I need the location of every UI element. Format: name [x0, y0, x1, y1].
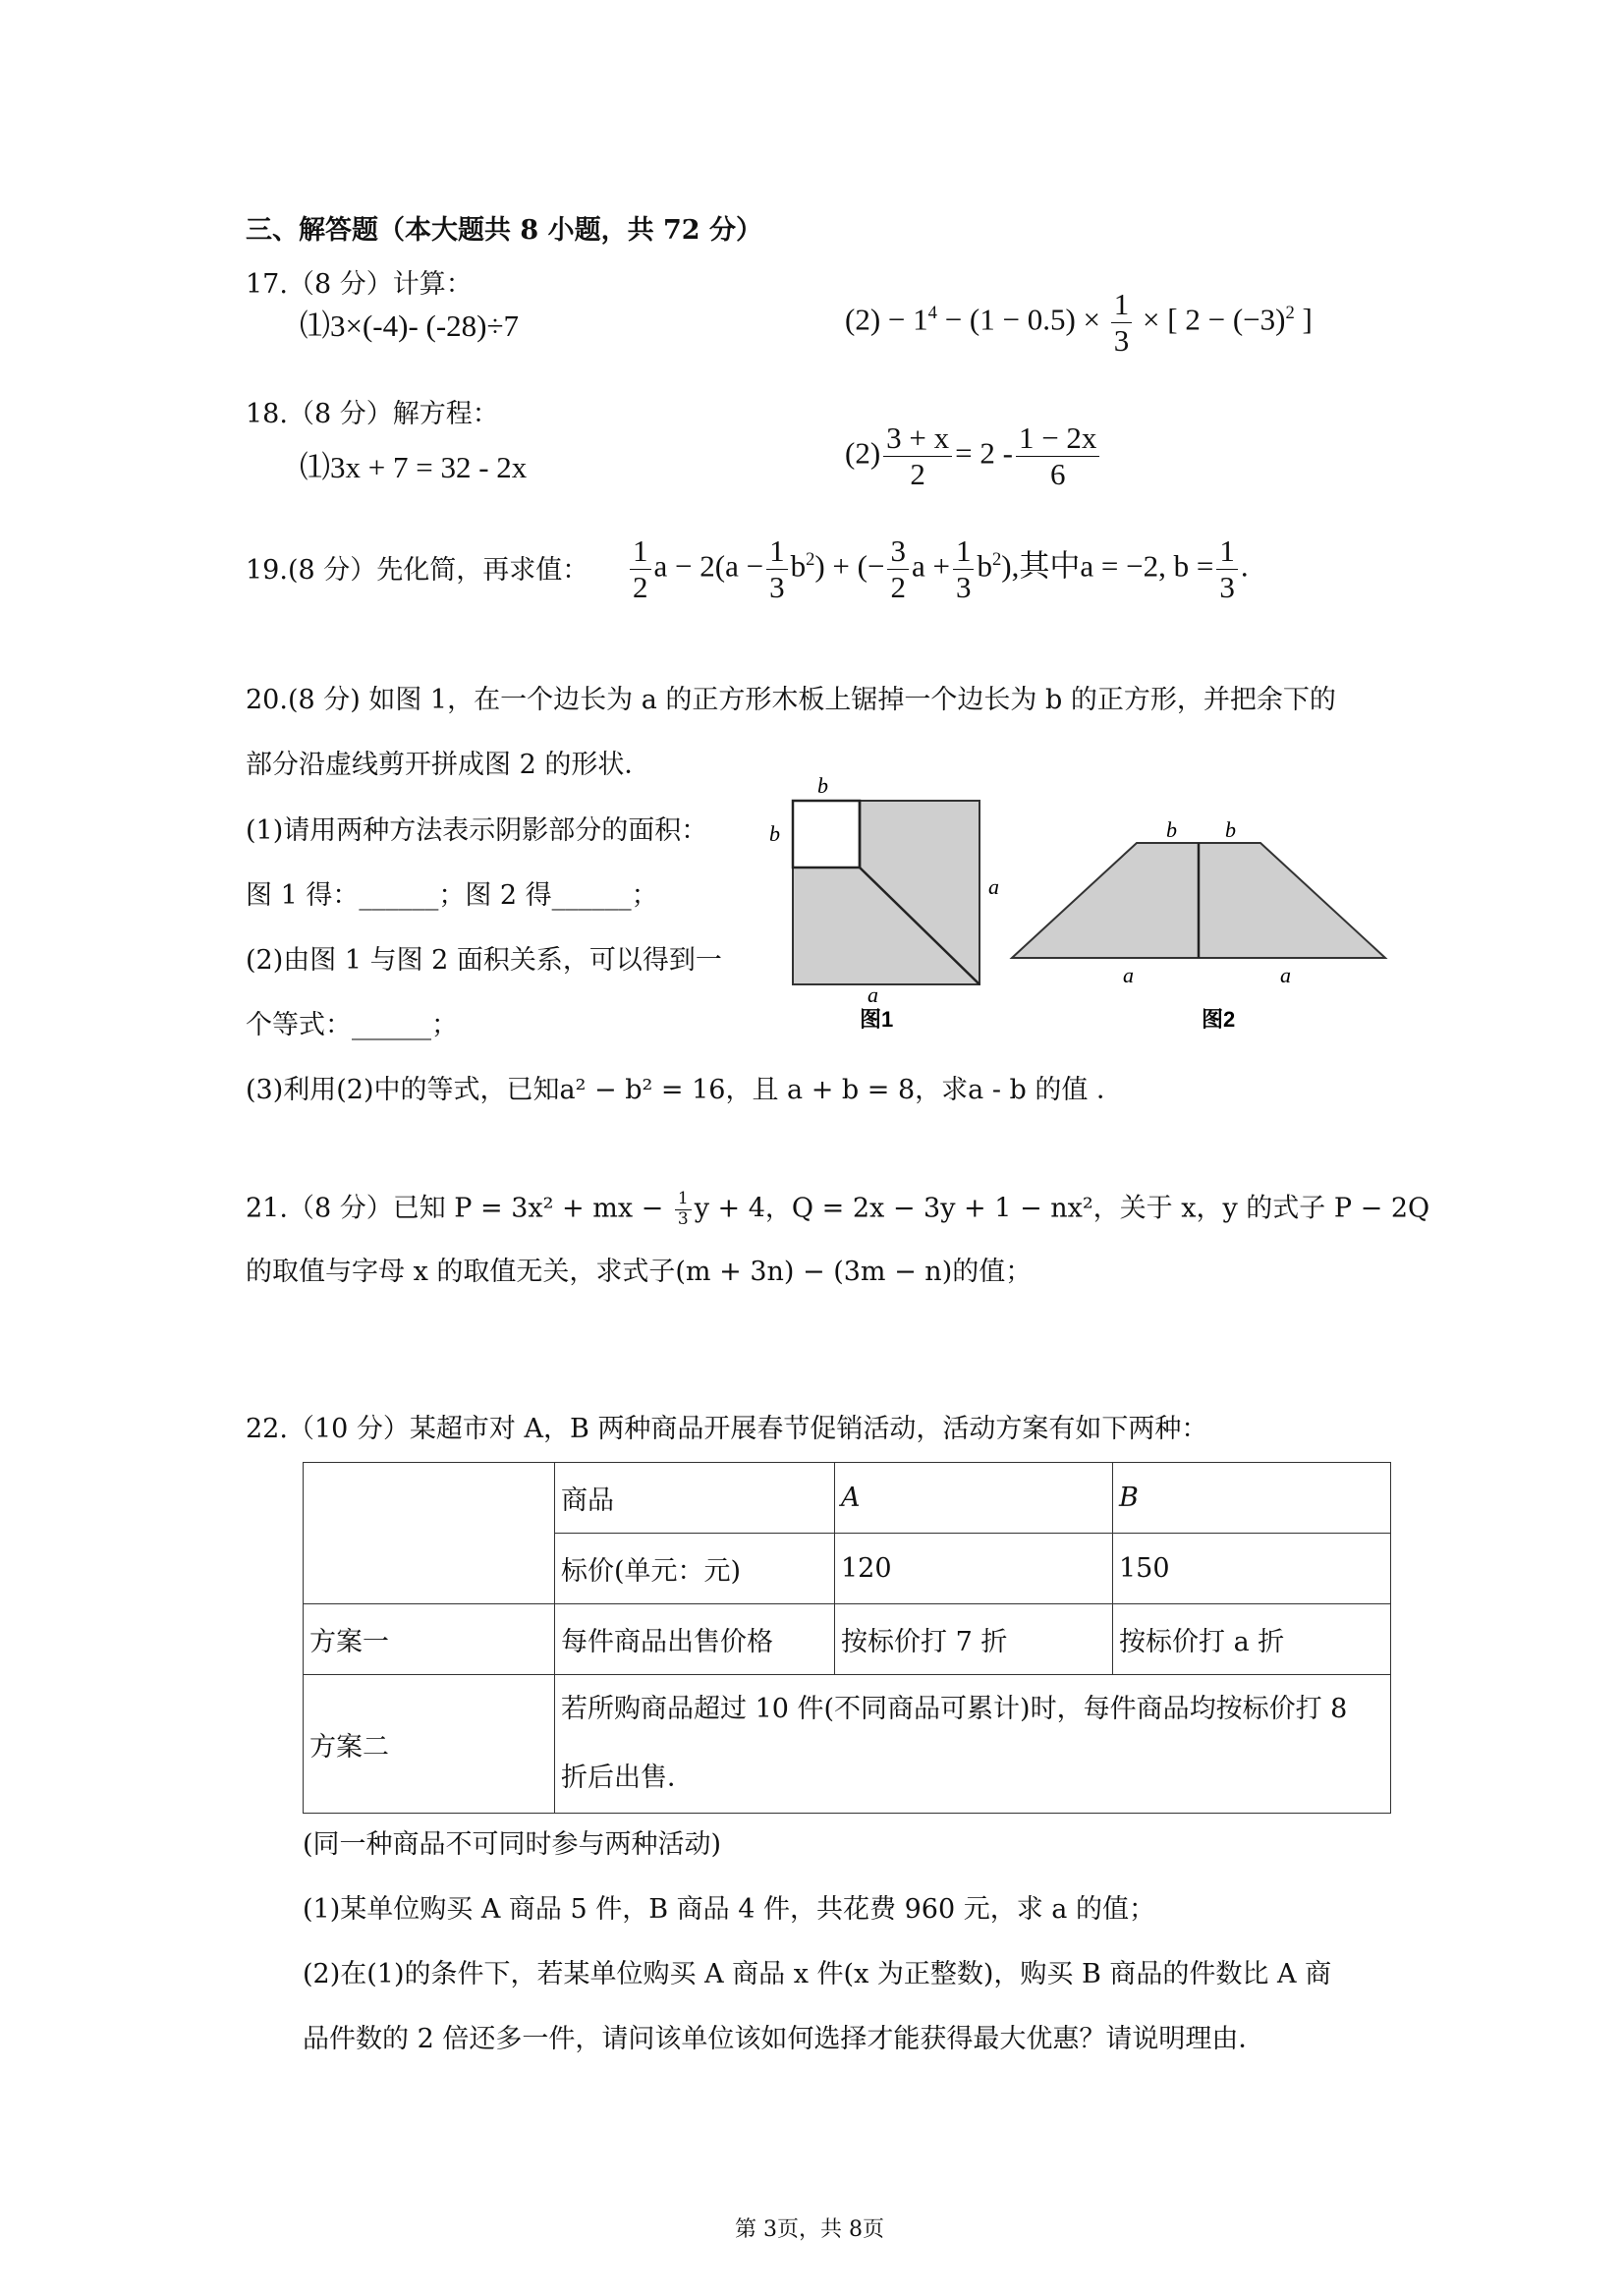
table-cell: 按标价打 a 折: [1113, 1604, 1391, 1675]
q19-label: 19.(8 分）先化简，再求值：: [246, 555, 589, 586]
fig1-cut-square: [793, 801, 860, 868]
q18-label: 18.（8 分）解方程：: [246, 399, 499, 429]
q22-label: 22.（10 分）某超市对 A，B 两种商品开展春节促销活动，活动方案有如下两种：: [246, 1414, 1208, 1444]
page-footer: 第 3页，共 8页: [735, 2217, 884, 2242]
table-cell: 方案一: [304, 1604, 555, 1675]
table-cell: 方案二: [304, 1675, 555, 1814]
promo-table: [303, 1462, 1391, 1814]
table-cell: A: [835, 1463, 1113, 1534]
q17-part1: ⑴3×(-4)- (-28)÷7: [300, 308, 520, 343]
q21-line1: 21.（8 分）已知 P = 3x² + mx − $\frac{1}{3}$ y + 4，Q = 2x − 3y + 1 − nx²，关于 x，y 的式子 P − 2Q: [246, 1189, 1430, 1229]
q21-line2: 的取值与字母 x 的取值无关，求式子(m + 3n) − (3m − n)的值；: [246, 1257, 1033, 1287]
fig2-caption: 图2: [1202, 1007, 1236, 1032]
table-cell: B: [1113, 1463, 1391, 1534]
figure-2: [1007, 806, 1400, 1041]
q17-label: 17.（8 分）计算：: [246, 269, 473, 300]
table-row: [304, 1463, 1391, 1534]
table-cell-blank: [304, 1463, 555, 1604]
fig1-label-a-bottom: a: [867, 982, 878, 1007]
q18-part2: (2) $\frac{3 + x}{2}$ = 2 - $\frac{1 - 2x}{6}$: [845, 420, 1102, 491]
table-row: [304, 1604, 1391, 1675]
fig1-label-b-left: b: [769, 821, 780, 846]
table-cell: 150: [1113, 1534, 1391, 1604]
q22-sub1: (1)某单位购买 A 商品 5 件，B 商品 4 件，共花费 960 元，求 a 的值；: [303, 1894, 1155, 1925]
q20-sub1: (1)请用两种方法表示阴影部分的面积：: [246, 815, 708, 846]
fig2-label-a1: a: [1123, 963, 1134, 987]
table-cell: 标价(单元：元): [555, 1534, 835, 1604]
q20-sub3: (3)利用(2)中的等式，已知a² − b² = 16，且 a + b = 8，求a - b 的值 ．: [246, 1075, 1124, 1105]
fig2-label-a2: a: [1280, 963, 1291, 987]
q17-part2: $(2) - 1^4 - (1 - 0.5)$ × $\frac{1}{3}$ × [ $2 - (-3)^2$ ]: [845, 287, 1313, 358]
section-title: 三、解答题（本大题共 8 小题，共 72 分）: [246, 215, 762, 246]
q20-line1: 20.(8 分) 如图 1，在一个边长为 a 的正方形木板上锯掉一个边长为 b 的正方形，并把余下的: [246, 685, 1336, 715]
table-cell: 若所购商品超过 10 件(不同商品可累计)时，每件商品均按标价打 8 折后出售．: [555, 1675, 1391, 1814]
q20-sub1b: 图 1 得：______；图 2 得______；: [246, 880, 658, 911]
q20-line2: 部分沿虚线剪开拼成图 2 的形状．: [246, 750, 651, 780]
table-cell: 每件商品出售价格: [555, 1604, 835, 1675]
figure-1: [766, 766, 1002, 1041]
table-cell: 按标价打 7 折: [835, 1604, 1113, 1675]
fig1-caption: 图1: [860, 1007, 894, 1032]
fig2-label-b1: b: [1166, 817, 1177, 842]
q22-sub2b: 品件数的 2 倍还多一件，请问该单位该如何选择才能获得最大优惠？请说明理由．: [303, 2024, 1265, 2054]
q22-sub2a: (2)在(1)的条件下，若某单位购买 A 商品 x 件(x 为正整数)，购买 B 商品的件数比 A 商: [303, 1959, 1332, 1989]
q20-sub2: (2)由图 1 与图 2 面积关系，可以得到一: [246, 945, 722, 976]
q18-part1: ⑴3x + 7 = 32 - 2x: [300, 450, 528, 484]
table-cell: 120: [835, 1534, 1113, 1604]
fig1-label-b-top: b: [817, 773, 828, 798]
q20-sub2b: 个等式：______；: [246, 1010, 458, 1040]
q19-expression: $\frac{1}{2}$ a − 2(a − $\frac{1}{3}$ $b^2$) + (− $\frac{3}{2}$ a + $\frac{1}{3}$ $b^2$),其中a = −2, b = $\frac{1}{3}$ .: [627, 533, 1249, 604]
table-row: [304, 1675, 1391, 1814]
fig2-label-b2: b: [1225, 817, 1236, 842]
fig1-label-a-right: a: [988, 874, 999, 899]
table-cell: 商品: [555, 1463, 835, 1534]
q22-note: (同一种商品不可同时参与两种活动): [303, 1829, 722, 1860]
